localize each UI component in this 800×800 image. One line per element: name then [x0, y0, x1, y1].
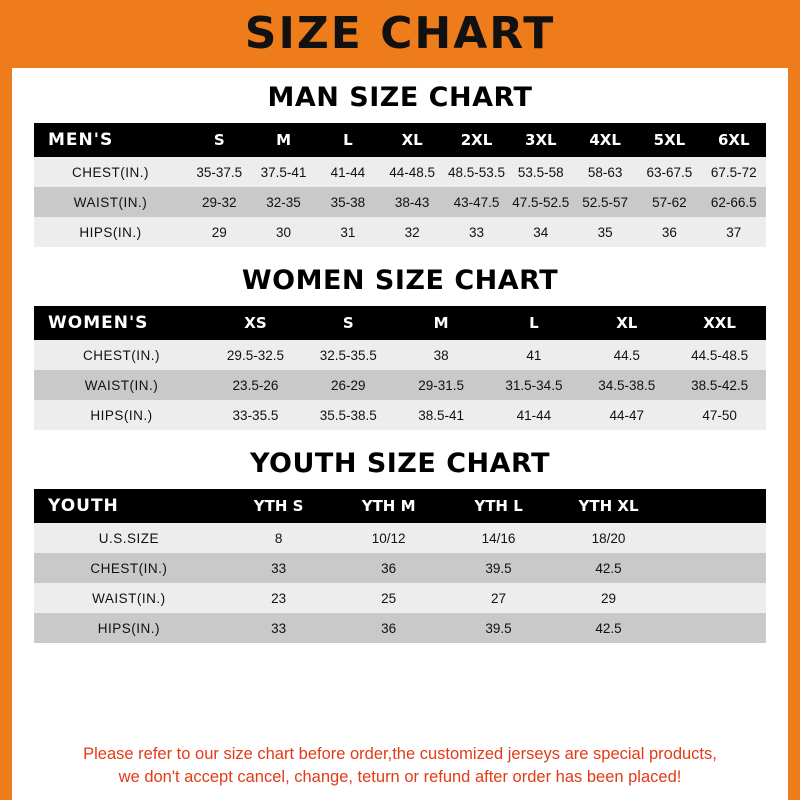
row-label: HIPS(IN.) — [34, 613, 224, 643]
table-cell: 31.5-34.5 — [488, 370, 581, 400]
table-cell: 35-37.5 — [187, 157, 251, 187]
row-label: WAIST(IN.) — [34, 583, 224, 613]
men-section-title: MAN SIZE CHART — [267, 82, 533, 113]
column-header: L — [488, 306, 581, 340]
table-cell: 14/16 — [444, 523, 554, 553]
women-size-section — [12, 265, 788, 430]
table-cell: 34.5-38.5 — [580, 370, 673, 400]
table-cell: 35.5-38.5 — [302, 400, 395, 430]
row-label: HIPS(IN.) — [34, 400, 209, 430]
table-cell: 37.5-41 — [251, 157, 315, 187]
row-label: CHEST(IN.) — [34, 340, 209, 370]
table-row — [34, 523, 766, 553]
table-cell: 10/12 — [334, 523, 444, 553]
table-cell: 29-31.5 — [395, 370, 488, 400]
column-header: M — [251, 123, 315, 157]
table-cell: 34 — [509, 217, 573, 247]
table-cell: 47-50 — [673, 400, 766, 430]
table-cell: 44-47 — [580, 400, 673, 430]
column-header: 4XL — [573, 123, 637, 157]
column-header: WOMEN'S — [34, 306, 209, 340]
column-header: YTH XL — [554, 489, 664, 523]
table-cell: 44-48.5 — [380, 157, 444, 187]
women-size-table — [34, 306, 766, 430]
table-cell: 26-29 — [302, 370, 395, 400]
table-row — [34, 370, 766, 400]
table-cell: 33 — [224, 553, 334, 583]
table-cell-spacer — [664, 523, 766, 553]
table-cell: 30 — [251, 217, 315, 247]
column-header: YTH L — [444, 489, 554, 523]
table-cell: 33 — [224, 613, 334, 643]
row-label: WAIST(IN.) — [34, 187, 187, 217]
table-cell: 29.5-32.5 — [209, 340, 302, 370]
table-cell: 23 — [224, 583, 334, 613]
row-label: HIPS(IN.) — [34, 217, 187, 247]
footer-note-line-1: Please refer to our size chart before order,the customized jerseys are special products, — [83, 745, 717, 764]
youth-size-section — [12, 448, 788, 643]
table-header-row — [34, 123, 766, 157]
table-cell: 29-32 — [187, 187, 251, 217]
table-cell: 42.5 — [554, 553, 664, 583]
table-cell: 31 — [316, 217, 380, 247]
table-cell: 38.5-42.5 — [673, 370, 766, 400]
footer-note-line-2: we don't accept cancel, change, teturn or refund after order has been placed! — [118, 767, 682, 786]
table-cell: 47.5-52.5 — [509, 187, 573, 217]
table-cell: 18/20 — [554, 523, 664, 553]
column-header: S — [302, 306, 395, 340]
table-cell: 44.5 — [580, 340, 673, 370]
table-cell: 38 — [395, 340, 488, 370]
table-cell: 39.5 — [444, 553, 554, 583]
table-cell: 38-43 — [380, 187, 444, 217]
table-cell: 41 — [488, 340, 581, 370]
table-cell: 8 — [224, 523, 334, 553]
table-cell: 29 — [554, 583, 664, 613]
table-cell: 36 — [334, 613, 444, 643]
table-cell: 41-44 — [488, 400, 581, 430]
column-header: 3XL — [509, 123, 573, 157]
table-cell: 29 — [187, 217, 251, 247]
table-cell: 67.5-72 — [702, 157, 766, 187]
table-cell: 32.5-35.5 — [302, 340, 395, 370]
column-header: YTH S — [224, 489, 334, 523]
men-size-section — [12, 82, 788, 247]
table-header-row — [34, 489, 766, 523]
column-header-spacer — [664, 489, 766, 523]
table-row — [34, 613, 766, 643]
table-cell: 42.5 — [554, 613, 664, 643]
table-cell: 36 — [334, 553, 444, 583]
table-row — [34, 553, 766, 583]
youth-size-table — [34, 489, 766, 643]
table-row — [34, 583, 766, 613]
row-label: CHEST(IN.) — [34, 553, 224, 583]
table-cell: 23.5-26 — [209, 370, 302, 400]
table-cell: 36 — [637, 217, 701, 247]
table-cell: 52.5-57 — [573, 187, 637, 217]
table-cell: 32 — [380, 217, 444, 247]
table-cell: 35 — [573, 217, 637, 247]
table-cell: 41-44 — [316, 157, 380, 187]
row-label: U.S.SIZE — [34, 523, 224, 553]
table-cell-spacer — [664, 583, 766, 613]
table-cell: 44.5-48.5 — [673, 340, 766, 370]
column-header: 5XL — [637, 123, 701, 157]
table-cell: 25 — [334, 583, 444, 613]
row-label: WAIST(IN.) — [34, 370, 209, 400]
table-row — [34, 217, 766, 247]
table-cell: 33-35.5 — [209, 400, 302, 430]
table-row — [34, 187, 766, 217]
youth-section-title: YOUTH SIZE CHART — [249, 448, 551, 479]
column-header: XL — [380, 123, 444, 157]
women-section-title: WOMEN SIZE CHART — [241, 265, 559, 296]
row-label: CHEST(IN.) — [34, 157, 187, 187]
table-cell: 39.5 — [444, 613, 554, 643]
table-cell: 33 — [444, 217, 508, 247]
page-title: SIZE CHART — [244, 8, 556, 59]
table-row — [34, 400, 766, 430]
table-cell: 48.5-53.5 — [444, 157, 508, 187]
table-cell: 27 — [444, 583, 554, 613]
table-cell: 58-63 — [573, 157, 637, 187]
table-row — [34, 157, 766, 187]
table-cell: 38.5-41 — [395, 400, 488, 430]
table-cell: 43-47.5 — [444, 187, 508, 217]
column-header: XL — [580, 306, 673, 340]
table-cell-spacer — [664, 613, 766, 643]
column-header: MEN'S — [34, 123, 187, 157]
column-header: YTH M — [334, 489, 444, 523]
column-header: YOUTH — [34, 489, 224, 523]
table-cell: 35-38 — [316, 187, 380, 217]
column-header: XXL — [673, 306, 766, 340]
table-row — [34, 340, 766, 370]
column-header: XS — [209, 306, 302, 340]
table-header-row — [34, 306, 766, 340]
table-cell: 53.5-58 — [509, 157, 573, 187]
table-cell: 63-67.5 — [637, 157, 701, 187]
column-header: 2XL — [444, 123, 508, 157]
men-size-table — [34, 123, 766, 247]
table-cell-spacer — [664, 553, 766, 583]
column-header: S — [187, 123, 251, 157]
column-header: L — [316, 123, 380, 157]
table-cell: 57-62 — [637, 187, 701, 217]
table-cell: 37 — [702, 217, 766, 247]
column-header: M — [395, 306, 488, 340]
column-header: 6XL — [702, 123, 766, 157]
footer-note — [12, 737, 788, 800]
table-cell: 32-35 — [251, 187, 315, 217]
table-cell: 62-66.5 — [702, 187, 766, 217]
header-banner — [0, 0, 800, 68]
